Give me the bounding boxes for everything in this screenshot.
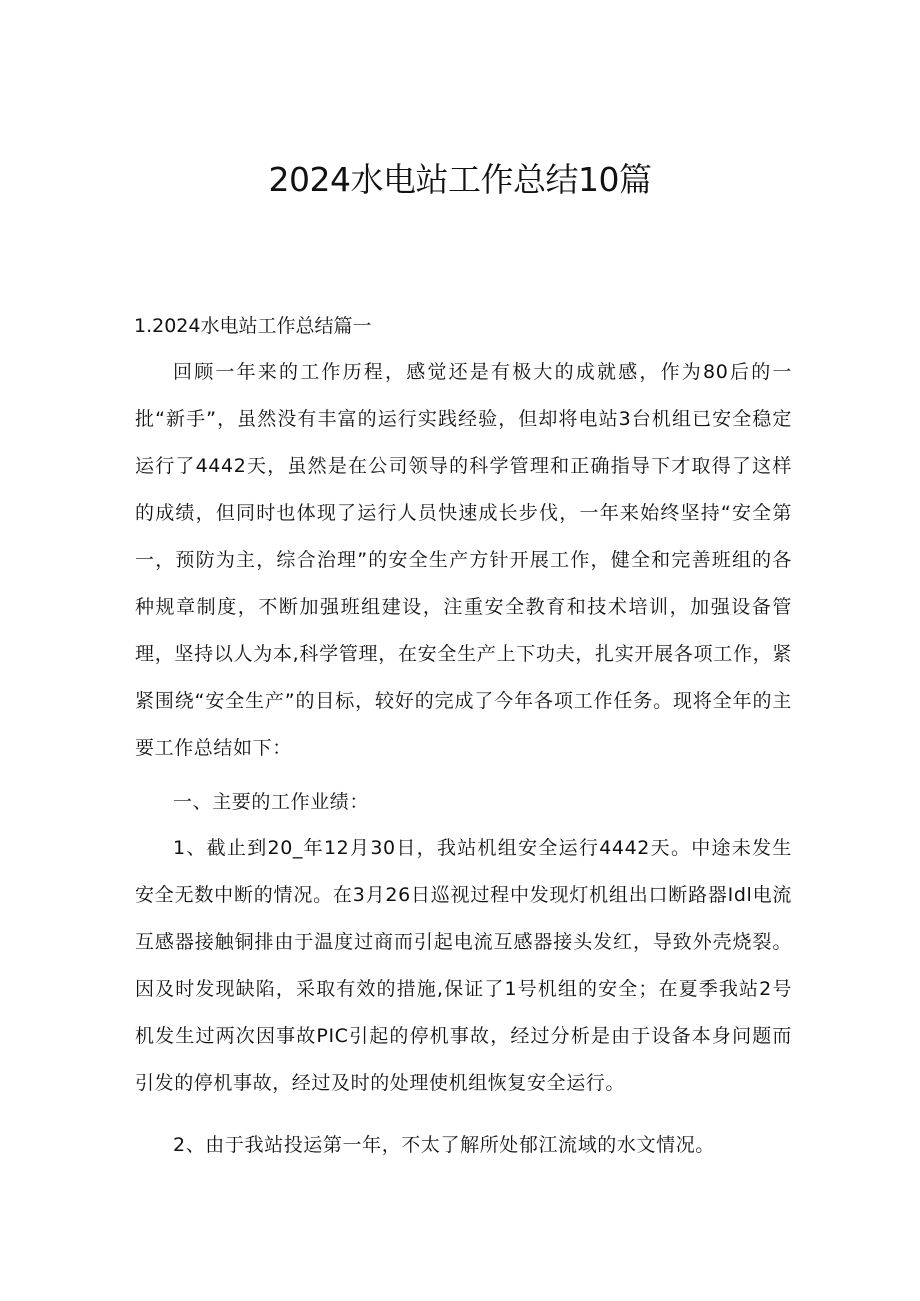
paragraph-item-1: 1、截止到20_年12月30日，我站机组安全运行4442天。中途未发生安全无数中断的情况。在3月26日巡视过程中发现灯机组出口断路器Idl电流互感器接触铜排由于温度过商而引起电流互感器接头发红，导致外壳烧裂。因及时发现缺陷，采取有效的措施,保证了1号机组的安全；在夏季我站2号机发生过两次因事故PIC引起的停机事故，经过分析是由于设备本身问题而引发的停机事故，经过及时的处理使机组恢复安全运行。 (135, 837, 792, 1094)
paragraph-item-2: 2、由于我站投运第一年，不太了解所处郁江流域的水文情况。 (173, 1134, 715, 1156)
paragraph-intro: 回顾一年来的工作历程，感觉还是有极大的成就感，作为80后的一批“新手”，虽然没有丰富的运行实践经验，但却将电站3台机组已安全稳定运行了4442天，虽然是在公司领导的科学管理和正确指导下才取得了这样的成绩，但同时也体现了运行人员快速成长步伐，一年来始终坚持“安全第一，预防为主，综合治理”的安全生产方针开展工作，健全和完善班组的各种规章制度，不断加强班组建设，注重安全教育和技术培训，加强设备管理，坚持以人为本,科学管理，在安全生产上下功夫，扎实开展各项工作，紧紧围绕“安全生产”的目标，较好的完成了今年各项工作任务。现将全年的主要工作总结如下： (135, 361, 792, 759)
subsection-heading: 一、主要的工作业绩： (173, 791, 370, 813)
section-heading: 1.2024水电站工作总结篇一 (134, 315, 372, 337)
document-title: 2024水电站工作总结10篇 (268, 160, 652, 199)
